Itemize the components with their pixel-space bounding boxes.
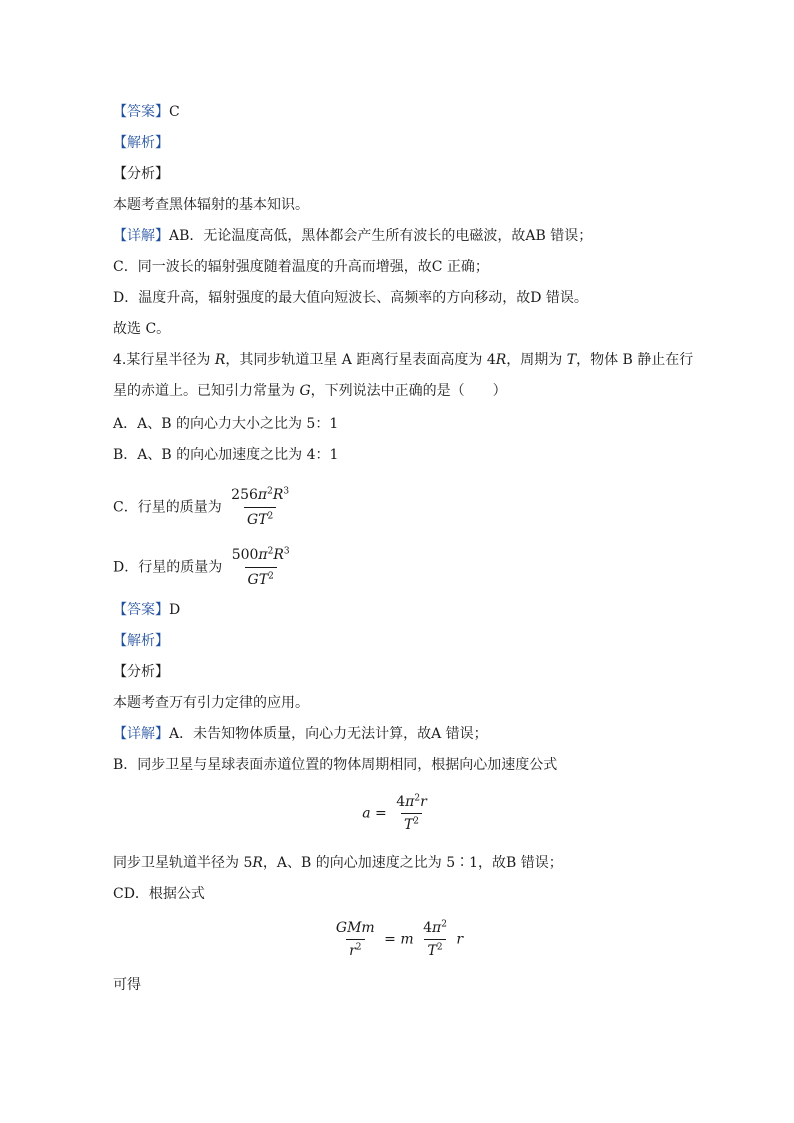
answer-value: C [169,104,180,120]
answer-line-q4 [113,600,180,620]
option-a: A．A、B 的向心力大小之比为 5：1 [113,416,339,432]
formula-lhs: a = [362,805,387,822]
option-d [113,544,295,591]
formula-acceleration [0,792,794,835]
stem-text: ，物体 B 静止在行 [576,352,694,368]
stem-text: ，下列说法中正确的是（ ） [310,383,507,399]
option-d-label: D．行星的质量为 [113,559,223,576]
answer-label: 【答案】 [113,602,169,618]
fenxi-label: 【分析】 [113,166,169,182]
kede: 可得 [113,977,141,993]
answer-label: 【答案】 [113,104,169,120]
formula-fraction: $\frac{4\pi^2r}{T^2}$ [396,793,427,833]
detail-label: 【详解】 [113,726,169,742]
option-c-label: C．行星的质量为 [113,499,222,516]
detail-a: A．未告知物体质量，向心力无法计算，故A 错误； [169,726,488,742]
stem-text: 4.某行星半径为 [113,352,215,368]
detail-ab: AB．无论温度高低，黑体都会产生所有波长的电磁波，故AB 错误； [169,228,593,244]
symbol-t: T [566,352,577,368]
detail-d: D．温度升高，辐射强度的最大值向短波长、高频率的方向移动，故D 错误。 [113,290,588,306]
detail-cd: CD．根据公式 [113,886,205,902]
stem-text: ，周期为 [506,352,567,368]
detail-text: 同步卫星轨道半径为 5 [113,855,253,871]
q4-stem-line1 [113,350,693,370]
answer-line-q3 [113,102,180,122]
detail-a-line [113,724,488,744]
numerator: GMm [335,920,375,936]
detail-label: 【详解】 [113,228,169,244]
stem-text: 星的赤道上。已知引力常量为 [113,383,300,399]
detail-b2 [113,853,563,873]
fenxi-label: 【分析】 [113,664,169,680]
stem-text: ，其同步轨道卫星 A 距离行星表面高度为 4 [225,352,496,368]
symbol-r: R [495,352,507,368]
q4-stem-line2 [113,381,507,401]
equals-m: = m [384,931,414,948]
formula-rhs-fraction: $\frac{4\pi^2}{T^2}$ [423,919,447,959]
analysis-label: 【解析】 [113,633,169,649]
fenxi-text: 本题考查黑体辐射的基本知识。 [113,197,309,213]
coef: 500 [231,547,259,563]
detail-b: B．同步卫星与星球表面赤道位置的物体周期相同，根据向心加速度公式 [113,757,558,773]
coef: 256 [231,487,258,503]
fenxi-text: 本题考查万有引力定律的应用。 [113,695,309,711]
option-c-fraction: $\frac{256\pi^2R^3}{GT^2}$ [228,484,292,531]
symbol-r: R [214,352,226,368]
denominator: GT [247,512,268,528]
conclusion: 故选 C。 [113,321,171,337]
detail-ab-line [113,226,592,246]
symbol-r: R [252,855,263,871]
formula-lhs-fraction: $\frac{\text{GMm}}{r^2}$ [333,918,378,961]
denominator: GT [247,572,269,588]
detail-text: ，A、B 的向心加速度之比为 5∶1，故B 错误； [262,855,563,871]
option-c [113,484,294,531]
formula-gravitation: $\frac{\text{GMm}}{r^2}$ = m $\frac{4\pi^2}{T^2}$ r [0,918,794,961]
option-d-fraction: $\frac{500\pi^2R^3}{GT^2}$ [229,544,293,591]
symbol-g: G [299,383,311,399]
option-b: B．A、B 的向心加速度之比为 4：1 [113,447,339,463]
answer-value: D [169,602,181,618]
analysis-label: 【解析】 [113,135,169,151]
detail-c: C．同一波长的辐射强度随着温度的升高而增强，故C 正确； [113,259,489,275]
